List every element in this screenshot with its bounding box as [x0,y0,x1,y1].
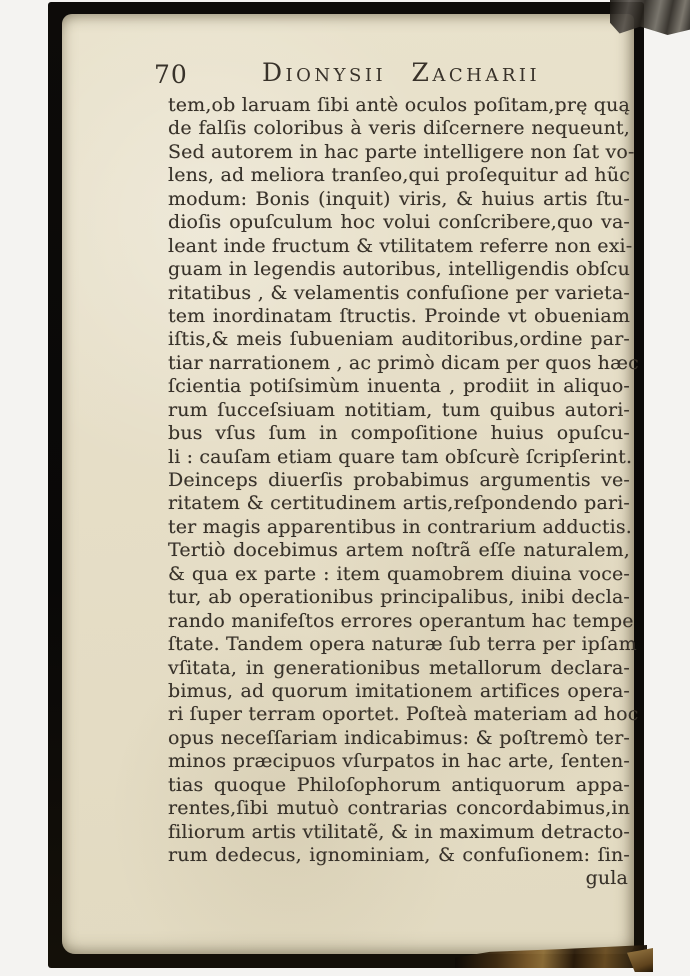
text-line: iſtis,& meis ſubueniam auditoribus,ordine par- [168,328,630,351]
text-line: ri ſuper terram oportet. Poſteà materiam ad hoc [168,703,639,726]
text-line: Deinceps diuerſis probabimus argumentis ve- [168,469,630,491]
text-line: rum dedecus, ignominiam, & confuſionem: ſin- [168,844,630,866]
text-line: tem inordinatam ſtructis. Proinde vt obueniam [168,304,630,327]
text-line: tias quoque Philoſophorum antiquorum appa- [168,773,630,796]
text-line: filiorum artis vtilitatẽ, & in maximum detracto- [168,820,630,843]
text-line: tem,ob laruam ſibi antè oculos poſitam,prę quą [168,94,630,116]
running-header: Dionysii Zacharii [262,58,541,87]
text-line: ritatibus , & velamentis confuſione per varieta- [168,281,630,304]
text-line: minos præcipuos vſurpatos in hac arte, ſenten- [168,750,630,773]
text-line: modum: Bonis (inquit) viris, & huius artis ſtu- [168,187,630,210]
text-line: rum ſucceſsiuam notitiam, tum quibus autori- [168,398,630,421]
text-line: rentes,ſibi mutuò contrarias concordabimus,in [168,797,630,820]
page-text [168,94,639,891]
text-line: bus vſus ſum in compoſitione huius opuſcu- [168,422,630,445]
text-line: bimus, ad quorum imitationem artifices opera- [168,679,630,702]
text-line: ritatem & certitudinem artis,reſpondendo pari- [168,492,630,515]
text-line: li : cauſam etiam quare tam obſcurè ſcripſerint. [168,445,633,468]
text-line: de falſis coloribus à veris diſcernere nequeunt, [168,117,630,140]
page-number: 70 [154,60,188,89]
text-line: Sed autorem in hac parte intelligere non ſat vo- [168,140,635,163]
text-line: dioſis opuſculum hoc volui conſcribere,quo va- [168,211,630,234]
text-line: ſtate. Tandem opera naturæ ſub terra per ipſam [168,633,637,656]
catchword: gula [585,867,628,890]
text-line: vſitata, in generationibus metallorum declara- [168,656,630,679]
text-line: & qua ex parte : item quamobrem diuina voce- [168,562,630,585]
text-line: tiar narrationem , ac primò dicam per quos hæc [168,351,639,374]
text-line: Tertiò docebimus artem noſtrã eſſe naturalem, [168,539,630,562]
book-page [62,14,639,954]
text-line: tur, ab operationibus principalibus, inibi decla- [168,586,630,609]
text-line: guam in legendis autoribus, intelligendis obſcu [168,258,630,281]
text-line: ter magis apparentibus in contrarium adductis. [168,515,632,538]
text-line: ſcientia potiſsimùm inuenta , prodiit in aliquo- [168,375,630,398]
text-line: opus neceſſariam indicabimus: & poſtremò ter- [168,726,630,749]
scan-backdrop [48,2,644,968]
text-line: lens, ad meliora tranſeo,qui proſequitur ad hũc [168,164,630,187]
book-block-edge-top [610,0,690,38]
text-line: leant inde fructum & vtilitatem referre non exi- [168,234,633,257]
text-line: rando manifeſtos errores operantum hac tempe [168,609,634,632]
